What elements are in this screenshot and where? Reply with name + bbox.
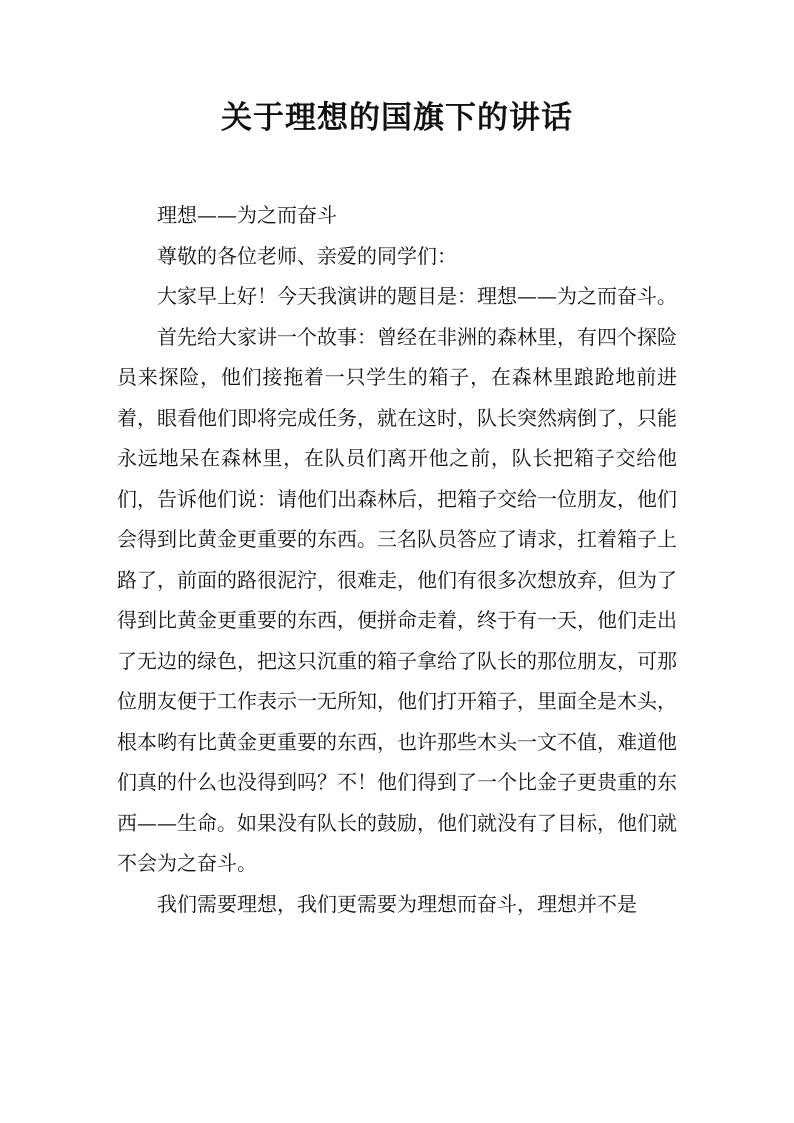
paragraph-opening: 大家早上好！今天我演讲的题目是：理想——为之而奋斗。	[157, 284, 677, 308]
paragraph-greeting: 尊敬的各位老师、亲爱的同学们：	[157, 243, 457, 268]
paragraph-subtitle: 理想——为之而奋斗	[157, 203, 337, 227]
document-title: 关于理想的国旗下的讲话	[221, 100, 573, 136]
paragraph-conclusion: 我们需要理想，我们更需要为理想而奋斗，理想并不是	[157, 891, 637, 916]
document-body	[117, 195, 677, 924]
paragraph-story: 首先给大家讲一个故事：曾经在非洲的森林里，有四个探险员来探险，他们接拖着一只学生的箱子，在森林里踉跄地前进着，眼看他们即将完成任务，就在这时，队长突然病倒了，只能永远地呆在森林里，在队员们离开他之前，队长把箱子交给他们，告诉他们说：请他们出森林后，把箱子交给一位朋友，他们会得到比黄金更重要的东西。三名队员答应了请求，扛着箱子上路了，前面的路很泥泞，很难走，他们有很多次想放弃，但为了得到比黄金更重要的东西，便拼命走着，终于有一天，他们走出了无边的绿色，把这只沉重的箱子拿给了队长的那位朋友，可那位朋友便于工作表示一无所知，他们打开箱子，里面全是木头，根本哟有比黄金更重要的东西，也许那些木头一文不值，难道他们真的什么也没得到吗？不！他们得到了一个比金子更贵重的东西——生命。如果没有队长的鼓励，他们就没有了目标，他们就不会为之奋斗。	[117, 324, 677, 875]
